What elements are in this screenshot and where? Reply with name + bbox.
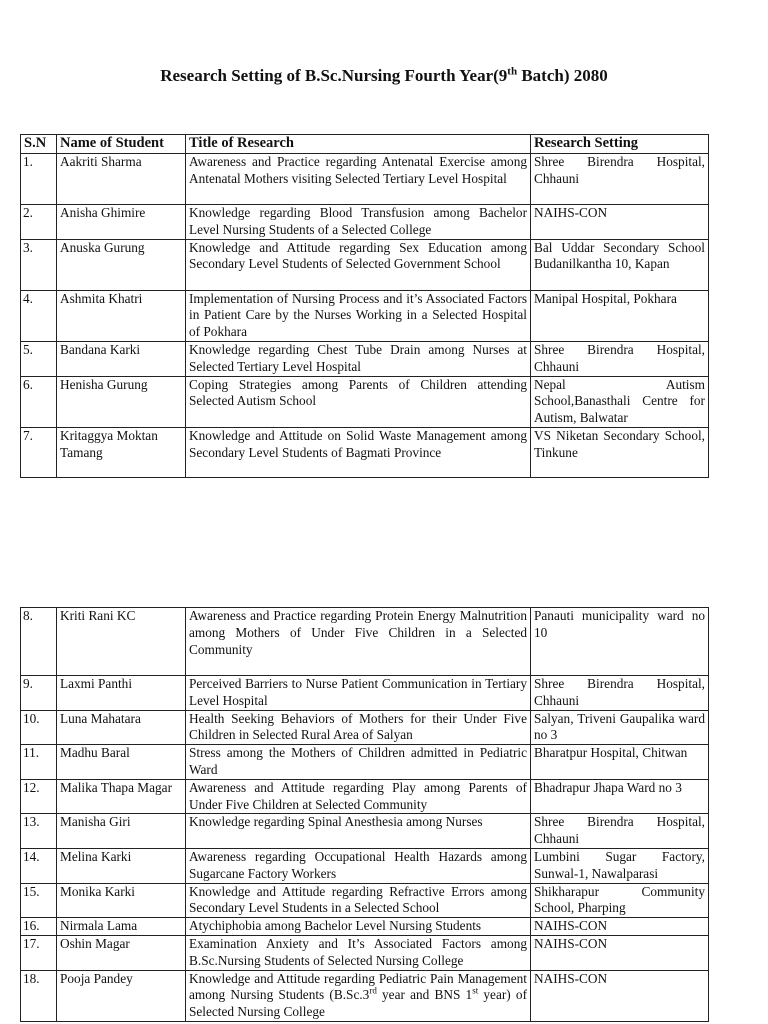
header-sn: S.N: [21, 135, 57, 154]
cell-name: Laxmi Panthi: [57, 676, 186, 711]
header-name: Name of Student: [57, 135, 186, 154]
cell-sn: 5.: [21, 341, 57, 376]
cell-name: Oshin Magar: [57, 935, 186, 970]
cell-setting: Shikharapur Community School, Pharping: [531, 883, 709, 918]
table-row: [21, 970, 709, 1021]
cell-sn: 4.: [21, 290, 57, 341]
table-row: [21, 154, 709, 205]
cell-setting: NAIHS-CON: [531, 205, 709, 240]
cell-name: Ashmita Khatri: [57, 290, 186, 341]
cell-name: Aakriti Sharma: [57, 154, 186, 205]
cell-setting: NAIHS-CON: [531, 935, 709, 970]
table-row: [21, 239, 709, 290]
table-row: [21, 745, 709, 780]
table-row: [21, 290, 709, 341]
cell-title: Examination Anxiety and It’s Associated Factors among B.Sc.Nursing Students of Selected Nursing College: [186, 935, 531, 970]
cell-title: Knowledge and Attitude regarding Pediatric Pain Management among Nursing Students (B.Sc.3rd year and BNS 1st year) of Selected Nursing College: [186, 970, 531, 1021]
cell-sn: 12.: [21, 779, 57, 814]
cell-setting: VS Niketan Secondary School, Tinkune: [531, 427, 709, 477]
cell-setting: Bharatpur Hospital, Chitwan: [531, 745, 709, 780]
cell-setting: Panauti municipality ward no 10: [531, 608, 709, 676]
table-row: [21, 918, 709, 936]
cell-name: Manisha Giri: [57, 814, 186, 849]
cell-sn: 13.: [21, 814, 57, 849]
cell-name: Anisha Ghimire: [57, 205, 186, 240]
cell-sn: 9.: [21, 676, 57, 711]
table-row: [21, 205, 709, 240]
cell-name: Luna Mahatara: [57, 710, 186, 745]
cell-name: Henisha Gurung: [57, 376, 186, 427]
cell-title: Coping Strategies among Parents of Children attending Selected Autism School: [186, 376, 531, 427]
cell-setting: NAIHS-CON: [531, 970, 709, 1021]
cell-title: Awareness regarding Occupational Health Hazards among Sugarcane Factory Workers: [186, 848, 531, 883]
cell-setting: Shree Birendra Hospital, Chhauni: [531, 154, 709, 205]
cell-sn: 2.: [21, 205, 57, 240]
research-table-part-2: [20, 607, 709, 1022]
table-row: [21, 814, 709, 849]
cell-name: Malika Thapa Magar: [57, 779, 186, 814]
table-row: [21, 608, 709, 676]
cell-sn: 10.: [21, 710, 57, 745]
cell-sn: 1.: [21, 154, 57, 205]
cell-sn: 11.: [21, 745, 57, 780]
cell-name: Anuska Gurung: [57, 239, 186, 290]
cell-sn: 15.: [21, 883, 57, 918]
cell-title: Awareness and Practice regarding Protein Energy Malnutrition among Mothers of Under Five Children in a Selected Community: [186, 608, 531, 676]
research-table-part-1: [20, 134, 709, 478]
page-title: Research Setting of B.Sc.Nursing Fourth Year(9th Batch) 2080: [160, 65, 608, 85]
cell-title: Awareness and Practice regarding Antenatal Exercise among Antenatal Mothers visiting Selected Tertiary Level Hospital: [186, 154, 531, 205]
cell-setting: Bal Uddar Secondary School Budanilkantha 10, Kapan: [531, 239, 709, 290]
table-header-row: [21, 135, 709, 154]
cell-name: Nirmala Lama: [57, 918, 186, 936]
cell-name: Kriti Rani KC: [57, 608, 186, 676]
cell-title: Knowledge and Attitude regarding Refractive Errors among Secondary Level Students in a Selected School: [186, 883, 531, 918]
cell-title: Knowledge regarding Spinal Anesthesia among Nurses: [186, 814, 531, 849]
cell-title: Implementation of Nursing Process and it’s Associated Factors in Patient Care by the Nurses Working in a Selected Hospital of Pokhara: [186, 290, 531, 341]
header-title: Title of Research: [186, 135, 531, 154]
table-row: [21, 341, 709, 376]
cell-setting: Shree Birendra Hospital, Chhauni: [531, 341, 709, 376]
cell-title: Awareness and Attitude regarding Play among Parents of Under Five Children at Selected Community: [186, 779, 531, 814]
cell-title: Perceived Barriers to Nurse Patient Communication in Tertiary Level Hospital: [186, 676, 531, 711]
cell-title: Atychiphobia among Bachelor Level Nursing Students: [186, 918, 531, 936]
table-row: [21, 779, 709, 814]
cell-title: Knowledge regarding Chest Tube Drain among Nurses at Selected Tertiary Level Hospital: [186, 341, 531, 376]
cell-title: Knowledge regarding Blood Transfusion among Bachelor Level Nursing Students of a Selected College: [186, 205, 531, 240]
cell-title: Stress among the Mothers of Children admitted in Pediatric Ward: [186, 745, 531, 780]
cell-title: Health Seeking Behaviors of Mothers for their Under Five Children in Selected Rural Area of Salyan: [186, 710, 531, 745]
table-row: [21, 427, 709, 477]
cell-name: Melina Karki: [57, 848, 186, 883]
cell-sn: 7.: [21, 427, 57, 477]
cell-setting: Manipal Hospital, Pokhara: [531, 290, 709, 341]
table-row: [21, 848, 709, 883]
cell-name: Kritaggya Moktan Tamang: [57, 427, 186, 477]
cell-name: Pooja Pandey: [57, 970, 186, 1021]
cell-sn: 8.: [21, 608, 57, 676]
table-row: [21, 676, 709, 711]
cell-name: Bandana Karki: [57, 341, 186, 376]
cell-sn: 18.: [21, 970, 57, 1021]
cell-setting: Salyan, Triveni Gaupalika ward no 3: [531, 710, 709, 745]
cell-title: Knowledge and Attitude on Solid Waste Management among Secondary Level Students of Bagmati Province: [186, 427, 531, 477]
cell-sn: 17.: [21, 935, 57, 970]
table-row: [21, 376, 709, 427]
cell-title: Knowledge and Attitude regarding Sex Education among Secondary Level Students of Selected Government School: [186, 239, 531, 290]
table-row: [21, 710, 709, 745]
cell-sn: 16.: [21, 918, 57, 936]
table-row: [21, 883, 709, 918]
table-row: [21, 935, 709, 970]
header-setting: Research Setting: [531, 135, 709, 154]
cell-setting: Bhadrapur Jhapa Ward no 3: [531, 779, 709, 814]
cell-setting: Shree Birendra Hospital, Chhauni: [531, 814, 709, 849]
cell-name: Madhu Baral: [57, 745, 186, 780]
cell-setting: Shree Birendra Hospital, Chhauni: [531, 676, 709, 711]
cell-name: Monika Karki: [57, 883, 186, 918]
cell-setting: Lumbini Sugar Factory, Sunwal-1, Nawalparasi: [531, 848, 709, 883]
cell-sn: 6.: [21, 376, 57, 427]
cell-setting: NAIHS-CON: [531, 918, 709, 936]
cell-sn: 14.: [21, 848, 57, 883]
cell-sn: 3.: [21, 239, 57, 290]
cell-setting: Nepal Autism School,Banasthali Centre for Autism, Balwatar: [531, 376, 709, 427]
